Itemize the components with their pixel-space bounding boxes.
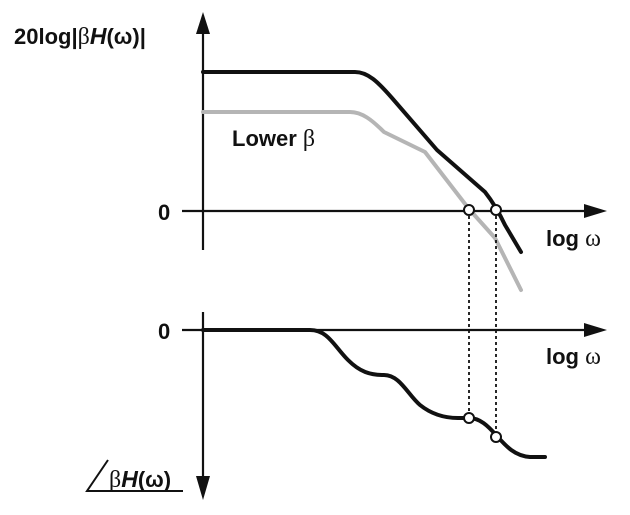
- magnitude-y-axis-label: 20log|βH(ω)|: [14, 23, 146, 50]
- phase-plot: [87, 312, 607, 500]
- magnitude-x-axis-label: log ω: [546, 226, 601, 252]
- magnitude-x-axis-arrowhead: [584, 204, 607, 218]
- magnitude-plot: [14, 12, 607, 290]
- lower-beta-crossover-point: [464, 205, 474, 215]
- crossover-projection-lines: [469, 216, 496, 433]
- phase-y-axis-label: [87, 460, 183, 493]
- magnitude-zero-label: 0: [158, 200, 171, 225]
- original-beta-crossover-point: [491, 205, 501, 215]
- svg-text:βH(ω): βH(ω): [109, 466, 172, 493]
- phase-x-axis-arrowhead: [584, 323, 607, 337]
- magnitude-y-axis-arrowhead: [196, 12, 210, 34]
- phase-y-axis-arrowhead: [196, 476, 210, 500]
- original-beta-phase-point: [491, 432, 501, 442]
- lower-beta-phase-point: [464, 413, 474, 423]
- phase-x-axis-label: log ω: [546, 344, 601, 370]
- phase-zero-label: 0: [158, 319, 171, 344]
- lower-beta-curve-label: Lower β: [232, 126, 316, 152]
- magnitude-curve-original-beta: [203, 72, 521, 252]
